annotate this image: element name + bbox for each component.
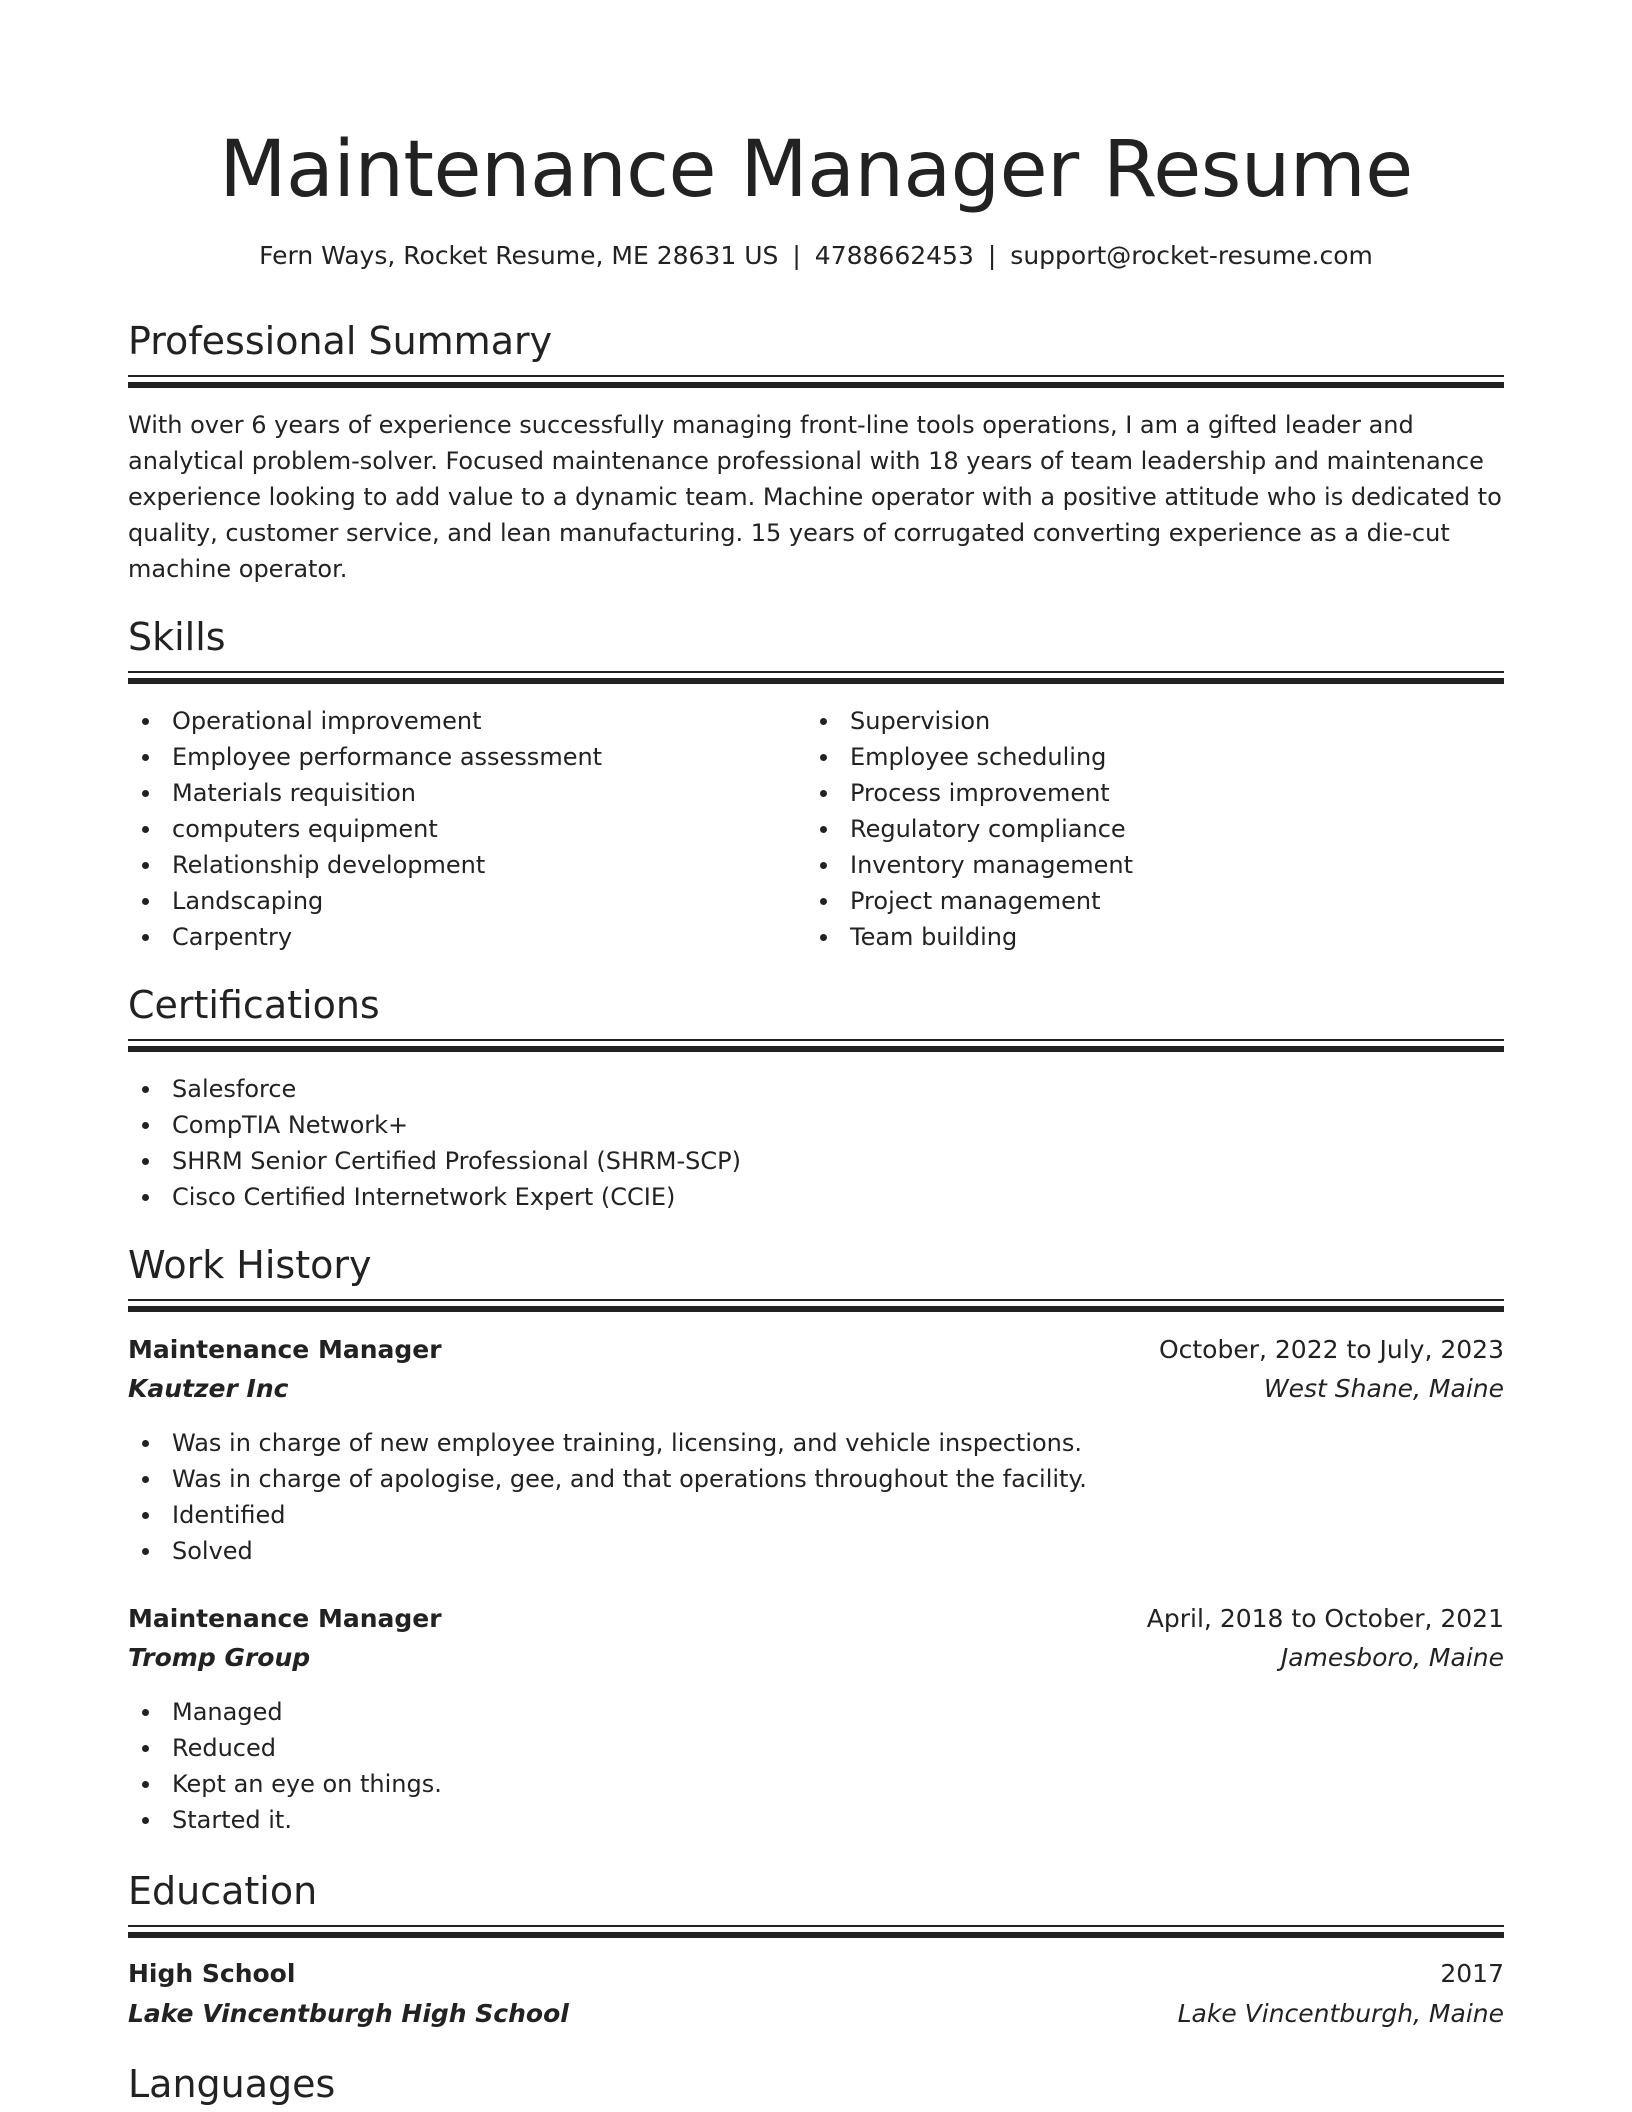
skill-item: Carpentry xyxy=(128,919,788,955)
contact-separator: | xyxy=(792,241,801,270)
job-dates: October, 2022 to July, 2023 xyxy=(1158,1335,1504,1364)
job-dates: April, 2018 to October, 2021 xyxy=(1146,1604,1504,1633)
skill-item: Landscaping xyxy=(128,883,788,919)
section-heading-summary: Professional Summary xyxy=(128,319,553,363)
contact-line xyxy=(128,240,1504,272)
section-divider xyxy=(128,375,1504,388)
skill-item: Project management xyxy=(806,883,1466,919)
job-bullet: Reduced xyxy=(128,1730,1504,1766)
job-bullet: Identified xyxy=(128,1497,1504,1533)
job-title: Maintenance Manager xyxy=(128,1335,442,1364)
skill-item: computers equipment xyxy=(128,811,788,847)
contact-separator: | xyxy=(987,241,997,270)
certification-item: Cisco Certified Internetwork Expert (CCIE) xyxy=(128,1179,1504,1215)
skills-column-right xyxy=(806,703,1466,955)
job-location: Jamesboro, Maine xyxy=(1280,1643,1504,1672)
job-bullet: Was in charge of apologise, gee, and that operations throughout the facility. xyxy=(128,1461,1504,1497)
skill-item: Employee scheduling xyxy=(806,739,1466,775)
summary-text: With over 6 years of experience successfully managing front-line tools operations, I am a gifted leader and analytical problem-solver. Focused maintenance professional with 18 years of team leadership and maintenance experience looking to add value to a dynamic team. Machine operator with a positive attitude who is dedicated to quality, customer service, and lean manufacturing. 15 years of corrugated converting experience as a die-cut machine operator. xyxy=(128,411,1502,583)
job-bullet: Managed xyxy=(128,1694,1504,1730)
job-bullet: Was in charge of new employee training, licensing, and vehicle inspections. xyxy=(128,1425,1504,1461)
job-location: West Shane, Maine xyxy=(1263,1374,1504,1403)
skill-item: Inventory management xyxy=(806,847,1466,883)
skill-item: Employee performance assessment xyxy=(128,739,788,775)
certifications-block xyxy=(128,1071,1504,1215)
skill-item: Materials requisition xyxy=(128,775,788,811)
skill-item: Supervision xyxy=(806,703,1466,739)
job-bullets-block xyxy=(128,1425,1504,1569)
certifications-list xyxy=(128,1071,1504,1215)
skill-item: Relationship development xyxy=(128,847,788,883)
section-heading-skills: Skills xyxy=(128,615,226,659)
section-divider xyxy=(128,1039,1504,1052)
contact-address: Fern Ways, Rocket Resume, ME 28631 US xyxy=(259,241,779,270)
job-bullet-list xyxy=(128,1694,1504,1838)
job-bullets-block xyxy=(128,1694,1504,1838)
section-divider xyxy=(128,1299,1504,1312)
section-heading-work-history: Work History xyxy=(128,1243,372,1287)
job-bullet-list xyxy=(128,1425,1504,1569)
skill-item: Team building xyxy=(806,919,1466,955)
education-degree: High School xyxy=(128,1959,296,1988)
section-heading-languages: Languages xyxy=(128,2062,336,2106)
skill-item: Regulatory compliance xyxy=(806,811,1466,847)
section-heading-education: Education xyxy=(128,1869,318,1913)
contact-email: support@rocket-resume.com xyxy=(1010,241,1373,270)
job-bullet: Started it. xyxy=(128,1802,1504,1838)
skills-list-left xyxy=(128,703,788,955)
skill-item: Operational improvement xyxy=(128,703,788,739)
section-divider xyxy=(128,671,1504,684)
certification-item: CompTIA Network+ xyxy=(128,1107,1504,1143)
job-company: Kautzer Inc xyxy=(128,1374,289,1403)
job-bullet: Solved xyxy=(128,1533,1504,1569)
education-year: 2017 xyxy=(1440,1959,1504,1988)
job-company: Tromp Group xyxy=(128,1643,311,1672)
section-heading-certifications: Certifications xyxy=(128,983,380,1027)
resume-title: Maintenance Manager Resume xyxy=(219,125,1413,215)
education-school: Lake Vincentburgh High School xyxy=(128,1999,569,2028)
certification-item: SHRM Senior Certified Professional (SHRM-SCP) xyxy=(128,1143,1504,1179)
section-divider xyxy=(128,1925,1504,1938)
job-title: Maintenance Manager xyxy=(128,1604,442,1633)
skill-item: Process improvement xyxy=(806,775,1466,811)
education-location: Lake Vincentburgh, Maine xyxy=(1177,1999,1504,2028)
certification-item: Salesforce xyxy=(128,1071,1504,1107)
skills-column-left xyxy=(128,703,788,955)
job-bullet: Kept an eye on things. xyxy=(128,1766,1504,1802)
skills-list-right xyxy=(806,703,1466,955)
contact-phone: 4788662453 xyxy=(814,241,974,270)
